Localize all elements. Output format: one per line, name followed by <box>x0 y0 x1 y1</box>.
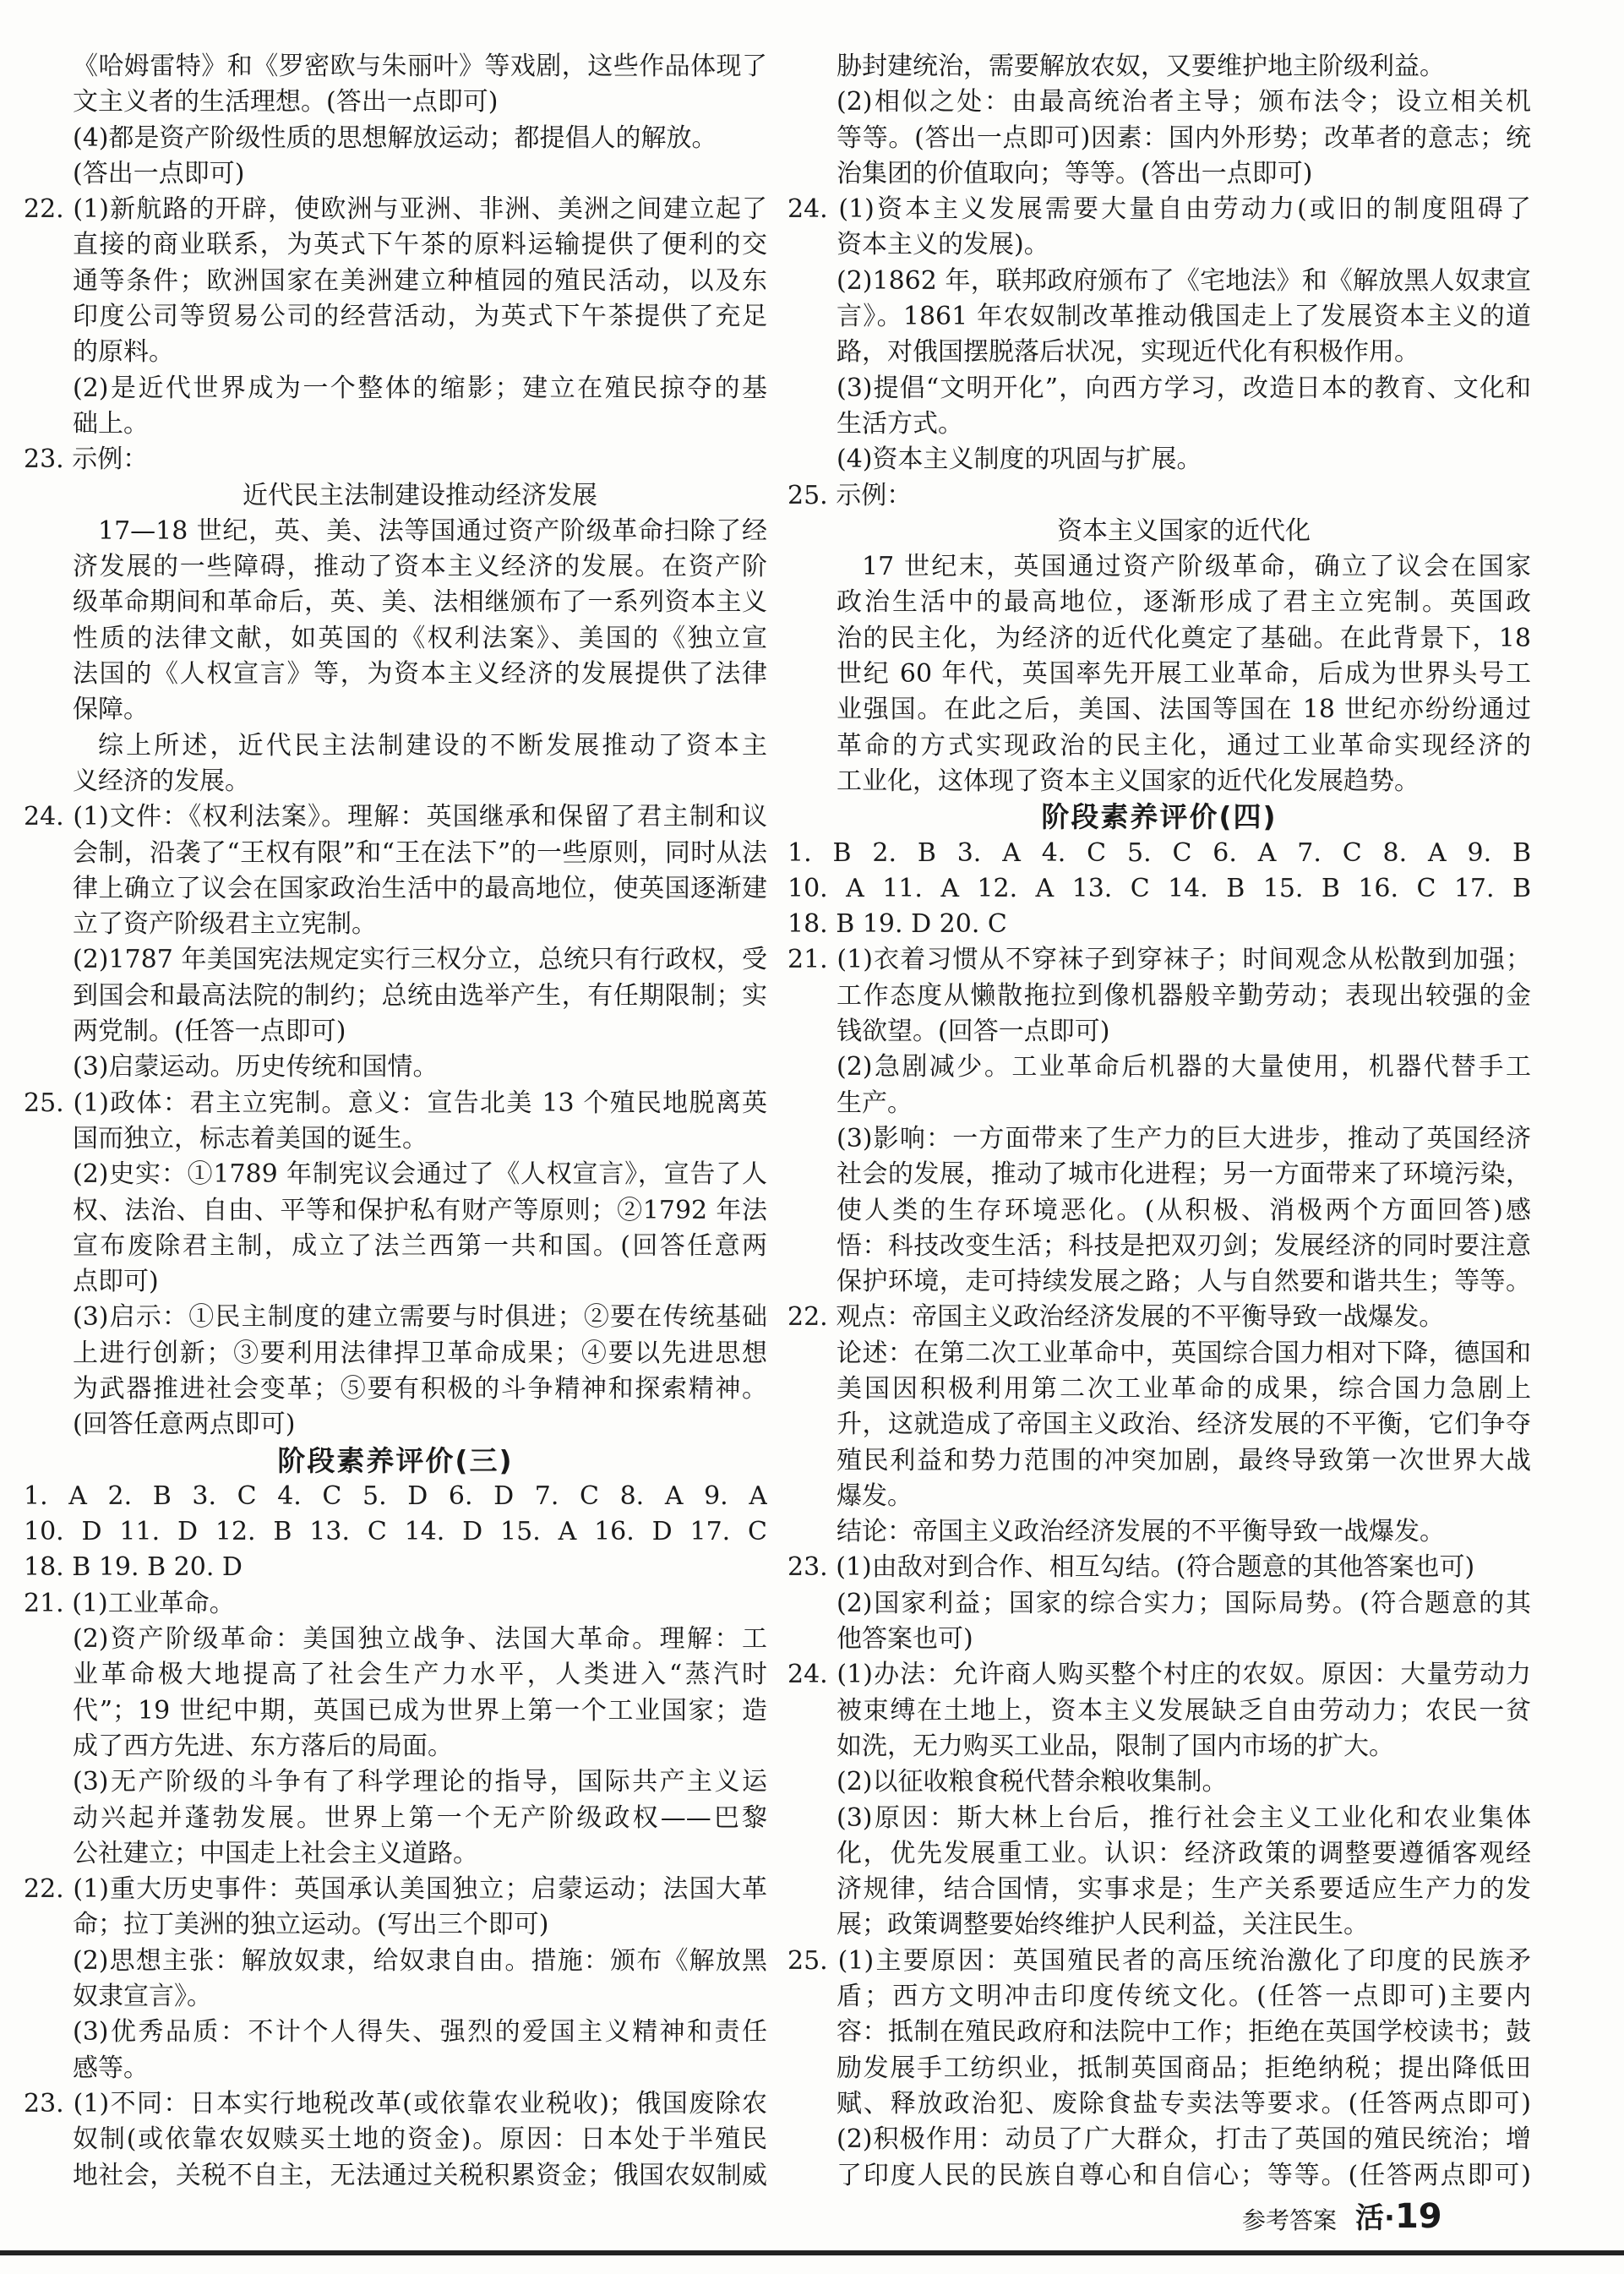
text-line: 结论：帝国主义政治经济发展的不平衡导致一战爆发。 <box>837 1517 1445 1547</box>
text-line: 23. (1)由敌对到合作、相互勾结。(符合题意的其他答案也可) <box>787 1552 1475 1583</box>
text-line: 的原料。 <box>73 337 174 368</box>
text-line: 1. B 2. B 3. A 4. C 5. C 6. A 7. C 8. A 9. B <box>787 837 1531 868</box>
section-heading: 阶段素养评价(四) <box>1041 800 1278 834</box>
text-line: 治集团的价值取向；等等。(答出一点即可) <box>837 158 1313 188</box>
text-line: 会制，沿袭了“王权有限”和“王在法下”的一些原则，同时从法 <box>73 837 767 868</box>
text-line: 21. (1)衣着习惯从不穿袜子到穿袜子；时间观念从松散到加强； <box>787 945 1531 975</box>
text-line: 础上。 <box>73 408 149 439</box>
text-line: 资本主义的发展)。 <box>837 230 1049 260</box>
text-line: 1. A 2. B 3. C 4. C 5. D 6. D 7. C 8. A 9. A <box>24 1481 767 1511</box>
text-line: 了印度人民的民族自尊心和自信心；等等。(任答两点即可) <box>837 2160 1531 2190</box>
page-prefix: 活· <box>1355 2201 1395 2235</box>
text-line: 24. (1)文件：《权利法案》。理解：英国继承和保留了君主制和议 <box>24 802 767 832</box>
text-line: 22. (1)重大历史事件：英国承认美国独立；启蒙运动；法国大革 <box>24 1874 767 1905</box>
text-line: 上进行创新；③要利用法律捍卫革命成果；④要以先进思想 <box>73 1338 767 1368</box>
text-line: 23. (1)不同：日本实行地税改革(或依靠农业税收)；俄国废除农 <box>24 2088 767 2119</box>
text-line: 业强国。在此之后，美国、法国等国在 18 世纪亦纷纷通过 <box>837 695 1531 725</box>
text-line: 钱欲望。(回答一点即可) <box>837 1017 1110 1047</box>
text-line: 殖民利益和势力范围的冲突加剧，最终导致第一次世界大战 <box>837 1445 1531 1475</box>
text-line: (2)以征收粮食税代替余粮收集制。 <box>837 1767 1228 1797</box>
text-line: 《哈姆雷特》和《罗密欧与朱丽叶》等戏剧，这些作品体现了 <box>73 52 767 81</box>
text-line: (2)急剧减少。工业革命后机器的大量使用，机器代替手工 <box>837 1052 1531 1082</box>
bottom-rule <box>0 2250 1624 2255</box>
text-line: 25. (1)主要原因：英国殖民者的高压统治激化了印度的民族矛 <box>787 1945 1531 1976</box>
text-line: 24. (1)资本主义发展需要大量自由劳动力(或旧的制度阻碍了 <box>787 194 1531 225</box>
text-line: 容：抵制在殖民政府和法院中工作；拒绝在英国学校读书；鼓 <box>837 2017 1531 2048</box>
right-column <box>787 49 1531 2194</box>
text-line: 展；政策调整要始终维护人民利益，关注民生。 <box>837 1910 1369 1940</box>
text-line: 25. (1)政体：君主立宪制。意义：宣告北美 13 个殖民地脱离英 <box>24 1088 767 1118</box>
text-line: 成了西方先进、东方落后的局面。 <box>73 1731 453 1761</box>
text-line: (4)都是资产阶级性质的思想解放运动；都提倡人的解放。 <box>73 123 717 153</box>
text-line: 印度公司等贸易公司的经营活动，为英式下午茶提供了充足 <box>73 302 767 332</box>
text-line: (3)无产阶级的斗争有了科学理论的指导，国际共产主义运 <box>73 1767 767 1797</box>
text-line: 25. 示例： <box>787 480 913 510</box>
text-line: (3)优秀品质：不计个人得失、强烈的爱国主义精神和责任 <box>73 2017 767 2048</box>
text-line: 级革命期间和革命后，英、美、法相继颁布了一系列资本主义 <box>73 587 767 618</box>
text-line: 如洗，无力购买工业品，限制了国内市场的扩大。 <box>837 1731 1394 1761</box>
text-line: 工业化，这体现了资本主义国家的近代化发展趋势。 <box>837 766 1420 796</box>
text-line: 资本主义国家的近代化 <box>1057 515 1311 546</box>
text-line: 22. 观点：帝国主义政治经济发展的不平衡导致一战爆发。 <box>787 1302 1445 1333</box>
text-line: (3)启蒙运动。历史传统和国情。 <box>73 1052 439 1082</box>
text-line: 国而独立，标志着美国的诞生。 <box>73 1123 428 1153</box>
text-line: 点即可) <box>73 1267 159 1297</box>
text-line: 使人类的生存环境恶化。(从积极、消极两个方面回答)感 <box>837 1195 1531 1225</box>
text-line: 他答案也可) <box>837 1624 973 1655</box>
text-line: (回答任意两点即可) <box>73 1410 296 1440</box>
text-line: (2)资产阶级革命：美国独立战争、法国大革命。理解：工 <box>73 1624 767 1655</box>
text-line: 言》。1861 年农奴制改革推动俄国走上了发展资本主义的道 <box>837 302 1531 332</box>
text-line: 23. 示例： <box>24 444 149 475</box>
text-line: 升，这就造成了帝国主义政治、经济发展的不平衡，它们争夺 <box>837 1410 1531 1440</box>
text-line: 化，优先发展重工业。认识：经济政策的调整要遵循客观经 <box>837 1838 1531 1868</box>
text-line: 励发展手工纺织业，抵制英国商品；拒绝纳税；提出降低田 <box>837 2053 1531 2083</box>
text-line: 济发展的一些障碍，推动了资本主义经济的发展。在资产阶 <box>73 552 767 582</box>
text-line: (3)原因：斯大林上台后，推行社会主义工业化和农业集体 <box>837 1802 1531 1833</box>
text-line: 义经济的发展。 <box>73 766 250 796</box>
text-line: 两党制。(任答一点即可) <box>73 1017 346 1047</box>
text-line: 公社建立；中国走上社会主义道路。 <box>73 1838 478 1868</box>
text-line: (2)思想主张：解放奴隶，给奴隶自由。措施：颁布《解放黑 <box>73 1945 767 1976</box>
text-line: 10. A 11. A 12. A 13. C 14. B 15. B 16. C 17. B <box>787 873 1531 903</box>
section-heading: 阶段素养评价(三) <box>277 1443 514 1477</box>
text-line: (2)史实：①1789 年制宪议会通过了《人权宣言》，宣告了人 <box>73 1159 767 1190</box>
text-line: (3)启示：①民主制度的建立需要与时俱进；②要在传统基础 <box>73 1302 767 1333</box>
text-line: 律上确立了议会在国家政治生活中的最高地位，使英国逐渐建 <box>73 873 767 903</box>
text-line: 路，对俄国摆脱落后状况，实现近代化有积极作用。 <box>837 337 1420 368</box>
text-line: 代”；19 世纪中期，英国已成为世界上第一个工业国家；造 <box>73 1695 767 1726</box>
text-line: 通等条件；欧洲国家在美洲建立种植园的殖民活动，以及东 <box>73 265 767 296</box>
text-line: (2)积极作用：动员了广大群众，打击了英国的殖民统治；增 <box>837 2124 1531 2155</box>
page-number <box>1355 2195 1442 2236</box>
text-line: 生产。 <box>837 1088 913 1118</box>
text-line: (答出一点即可) <box>73 158 245 188</box>
text-line: 22. (1)新航路的开辟，使欧洲与亚洲、非洲、美洲之间建立起了 <box>24 194 767 225</box>
text-line: 性质的法律文献，如英国的《权利法案》、美国的《独立宣 <box>73 623 767 653</box>
text-line: 动兴起并蓬勃发展。世界上第一个无产阶级政权——巴黎 <box>73 1802 767 1833</box>
text-line: 美国因积极利用第二次工业革命的成果，综合国力急剧上 <box>837 1373 1531 1404</box>
left-column <box>24 49 767 2194</box>
text-line: 10. D 11. D 12. B 13. C 14. D 15. A 16. D 17. C <box>24 1517 767 1547</box>
text-line: 权、法治、自由、平等和保护私有财产等原则；②1792 年法 <box>73 1195 767 1225</box>
text-line: 济规律，结合国情，实事求是；生产关系要适应生产力的发 <box>837 1874 1531 1905</box>
text-line: 为武器推进社会变革；⑤要有积极的斗争精神和探索精神。 <box>73 1373 767 1404</box>
text-line: 立了资产阶级君主立宪制。 <box>73 909 377 940</box>
text-line: 感等。 <box>73 2053 149 2083</box>
text-line: 革命的方式实现政治的民主化，通过工业革命实现经济的 <box>837 730 1531 761</box>
page-footer <box>1242 2197 1442 2236</box>
text-line: 直接的商业联系，为英式下午茶的原料运输提供了便利的交 <box>73 230 767 260</box>
text-line: 论述：在第二次工业革命中，英国综合国力相对下降，德国和 <box>837 1338 1531 1368</box>
text-line: 地社会，关税不自主，无法通过关税积累资金；俄国农奴制威 <box>73 2160 767 2190</box>
text-line: 保护环境，走可持续发展之路；人与自然要和谐共生；等等。 <box>837 1267 1531 1297</box>
text-line: (3)提倡“文明开化”，向西方学习，改造日本的教育、文化和 <box>837 373 1531 403</box>
text-line: 到国会和最高法院的制约；总统由选举产生，有任期限制；实 <box>73 980 767 1011</box>
text-line: 17—18 世纪，英、美、法等国通过资产阶级革命扫除了经 <box>98 515 767 546</box>
text-line: (2)1862 年，联邦政府颁布了《宅地法》和《解放黑人奴隶宣 <box>837 265 1531 296</box>
text-line: 爆发。 <box>837 1481 913 1511</box>
text-line: 治的民主化，为经济的近代化奠定了基础。在此背景下，18 <box>837 623 1531 653</box>
text-line: (3)影响：一方面带来了生产力的巨大进步，推动了英国经济 <box>837 1123 1531 1153</box>
text-line: 工作态度从懒散拖拉到像机器般辛勤劳动；表现出较强的金 <box>837 980 1531 1011</box>
text-line: 胁封建统治，需要解放农奴，又要维护地主阶级利益。 <box>837 52 1445 81</box>
text-line: 社会的发展，推动了城市化进程；另一方面带来了环境污染， <box>837 1159 1531 1190</box>
text-line: 等等。(答出一点即可)因素：国内外形势；改革者的意志；统 <box>837 123 1531 153</box>
text-line: 奴制(或依靠农奴赎买土地的资金)。原因：日本处于半殖民 <box>73 2124 767 2155</box>
text-line: 悟：科技改变生活；科技是把双刃剑；发展经济的同时要注意 <box>837 1230 1531 1261</box>
text-line: 文主义者的生活理想。(答出一点即可) <box>73 87 499 117</box>
text-line: 被束缚在土地上，资本主义发展缺乏自由劳动力；农民一贫 <box>837 1695 1531 1726</box>
text-line: 保障。 <box>73 695 149 725</box>
text-line: (2)相似之处：由最高统治者主导；颁布法令；设立相关机 <box>837 87 1531 117</box>
text-line: 政治生活中的最高地位，逐渐形成了君主立宪制。英国政 <box>837 587 1531 618</box>
text-line: 法国的《人权宣言》等，为资本主义经济的发展提供了法律 <box>73 659 767 690</box>
text-line: 奴隶宣言》。 <box>73 1982 212 2012</box>
text-line: (2)1787 年美国宪法规定实行三权分立，总统只有行政权，受 <box>73 945 767 975</box>
text-line: (4)资本主义制度的巩固与扩展。 <box>837 444 1202 475</box>
text-line: 近代民主法制建设推动经济发展 <box>243 480 597 510</box>
text-line: 21. (1)工业革命。 <box>24 1588 235 1618</box>
text-line: 宣布废除君主制，成立了法兰西第一共和国。(回答任意两 <box>73 1230 767 1261</box>
text-line: 18. B 19. D 20. C <box>787 909 1007 940</box>
text-line: 18. B 19. B 20. D <box>24 1552 243 1583</box>
text-line: (2)国家利益；国家的综合实力；国际局势。(符合题意的其 <box>837 1588 1531 1618</box>
text-line: 生活方式。 <box>837 408 963 439</box>
text-line: 综上所述，近代民主法制建设的不断发展推动了资本主 <box>98 730 767 761</box>
text-line: 业革命极大地提高了社会生产力水平，人类进入“蒸汽时 <box>73 1660 767 1690</box>
text-line: 赋、释放政治犯、废除食盐专卖法等要求。(任答两点即可) <box>837 2088 1531 2119</box>
text-line: 盾；西方文明冲击印度传统文化。(任答一点即可)主要内 <box>837 1982 1531 2012</box>
text-line: 世纪 60 年代，英国率先开展工业革命，后成为世界头号工 <box>837 659 1531 690</box>
text-line: 17 世纪末，英国通过资产阶级革命，确立了议会在国家 <box>862 552 1531 582</box>
footer-label: 参考答案 <box>1242 2206 1338 2234</box>
text-line: (2)是近代世界成为一个整体的缩影；建立在殖民掠夺的基 <box>73 373 767 403</box>
text-line: 命；拉丁美洲的独立运动。(写出三个即可) <box>73 1910 549 1940</box>
text-line: 24. (1)办法：允许商人购买整个村庄的农奴。原因：大量劳动力 <box>787 1660 1531 1690</box>
page-number-value: 19 <box>1394 2197 1442 2236</box>
